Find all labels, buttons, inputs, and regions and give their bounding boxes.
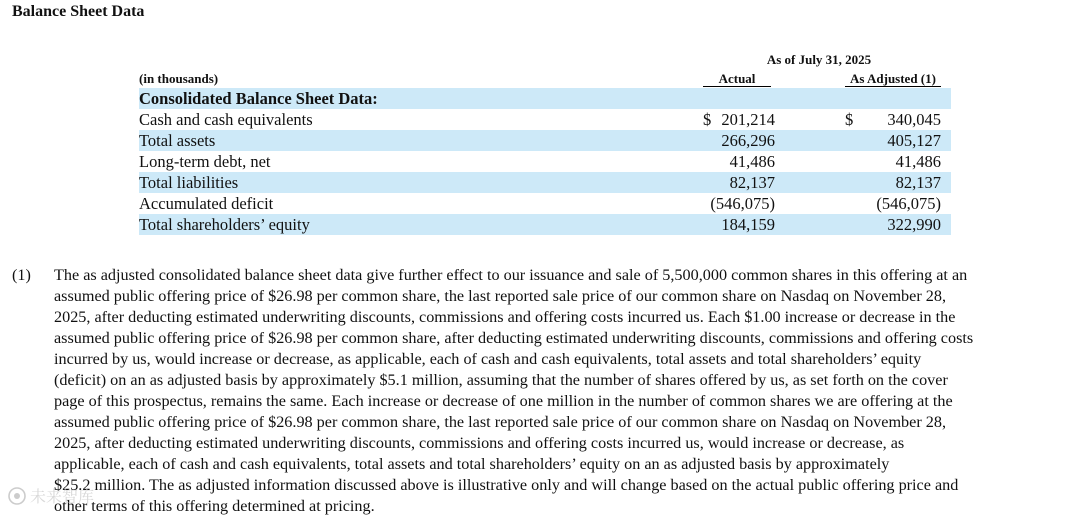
watermark-graphic xyxy=(6,483,136,509)
actual-value: 201,214 xyxy=(721,110,775,129)
table-row xyxy=(139,109,951,130)
footnote-line: (deficit) on an as adjusted basis by approximately $5.1 million, assuming that the number of shares offered by us, as set forth on the cover xyxy=(54,371,948,389)
adjusted-value: 340,045 xyxy=(887,110,941,129)
actual-value: (546,075) xyxy=(710,194,775,213)
table-row xyxy=(139,130,951,151)
row-label: Total assets xyxy=(139,131,216,150)
adjusted-value: 82,137 xyxy=(895,173,941,192)
footnote-text xyxy=(54,265,1076,517)
adjusted-value: (546,075) xyxy=(876,194,941,213)
row-label: Accumulated deficit xyxy=(139,194,274,213)
row-label: Cash and cash equivalents xyxy=(139,110,313,129)
footnote-line: applicable, each of cash and cash equivalents, total assets and total shareholders’ equity on an as adjusted basis by approximately xyxy=(54,455,890,473)
currency-symbol: $ xyxy=(845,110,854,129)
table-row xyxy=(139,88,951,109)
watermark-text: 未来智库 xyxy=(30,487,95,506)
balance-sheet-table xyxy=(139,52,951,235)
adjusted-value: 41,486 xyxy=(895,152,941,171)
table-header-columns xyxy=(139,69,951,88)
table-header-period xyxy=(139,52,951,69)
actual-value: 82,137 xyxy=(729,173,775,192)
watermark-logo xyxy=(6,483,136,509)
row-label: Long-term debt, net xyxy=(139,152,271,171)
footnote-line: page of this prospectus, remains the same. Each increase or decrease of one million in the number of common shares we are offering at the xyxy=(54,392,953,410)
footnote-line: 2025, after deducting estimated underwriting discounts, commissions and offering costs incurred us. Each $1.00 increase or decrease in the xyxy=(54,308,956,326)
footnote-line: incurred by us, would increase or decrease, as applicable, each of cash and cash equivalents, total assets and total shareholders’ equity xyxy=(54,350,922,368)
footnote-marker: (1) xyxy=(12,266,31,284)
column-header-actual: Actual xyxy=(703,71,771,87)
actual-value: 266,296 xyxy=(721,131,775,150)
footnote-line: 2025, after deducting estimated underwriting discounts, commissions and offering costs incurred us, would increase or decrease, as xyxy=(54,434,905,452)
adjusted-value: 322,990 xyxy=(887,215,941,234)
column-header-as-adjusted: As Adjusted (1) xyxy=(845,71,941,87)
page-title: Balance Sheet Data xyxy=(12,3,145,20)
footnote-line: other terms of this offering determined at pricing. xyxy=(54,497,375,515)
currency-symbol: $ xyxy=(703,110,712,129)
as-of-header: As of July 31, 2025 xyxy=(766,52,872,67)
row-label: Total liabilities xyxy=(139,173,239,192)
footnote-line: assumed public offering price of $26.98 per common share, the last reported sale price of our common share on Nasdaq on November 28, xyxy=(54,287,946,305)
table-row xyxy=(139,214,951,235)
table-row xyxy=(139,151,951,172)
section-heading: Consolidated Balance Sheet Data: xyxy=(139,89,378,108)
actual-value: 184,159 xyxy=(721,215,775,234)
adjusted-value: 405,127 xyxy=(887,131,941,150)
unit-label: (in thousands) xyxy=(139,71,219,86)
footnote-line: The as adjusted consolidated balance sheet data give further effect to our issuance and sale of 5,500,000 common shares in this offering at an xyxy=(54,266,968,284)
actual-value: 41,486 xyxy=(729,152,775,171)
table-row xyxy=(139,193,951,214)
footnote-line: assumed public offering price of $26.98 per common share, after deducting estimated underwriting discounts, commissions and offering costs xyxy=(54,329,974,347)
table-row xyxy=(139,172,951,193)
footnote-line: assumed public offering price of $26.98 per common share, the last reported sale price of our common share on Nasdaq on November 28, xyxy=(54,413,946,431)
row-label: Total shareholders’ equity xyxy=(139,215,310,234)
footnote-line: $25.2 million. The as adjusted information discussed above is illustrative only and will change based on the actual public offering price and xyxy=(54,476,959,494)
